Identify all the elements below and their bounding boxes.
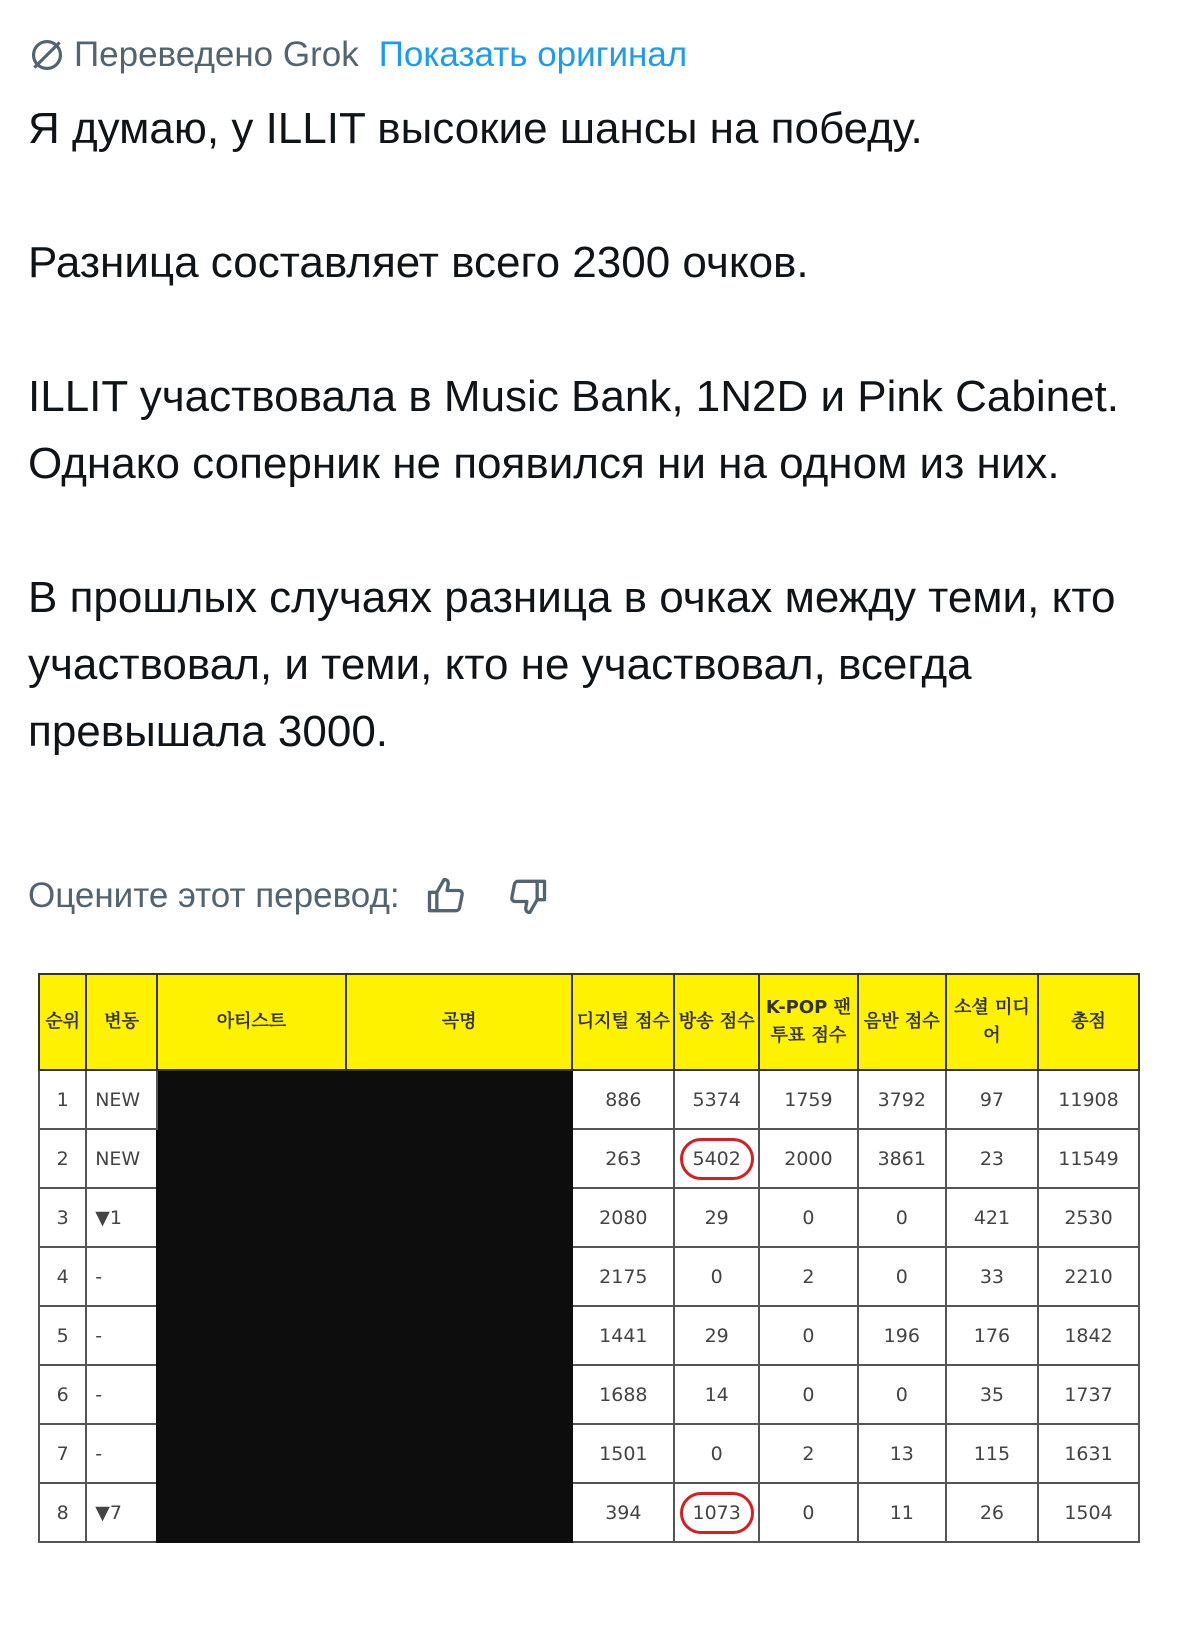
table-header-row bbox=[39, 974, 1139, 1070]
change-cell: ▼1 bbox=[86, 1188, 157, 1247]
rank-cell: 3 bbox=[39, 1188, 86, 1247]
broadcast-cell bbox=[674, 1483, 759, 1542]
header-total: 총점 bbox=[1038, 974, 1139, 1070]
translation-bar bbox=[28, 30, 687, 80]
kpop-vote-cell: 0 bbox=[759, 1188, 858, 1247]
total-cell: 1842 bbox=[1038, 1306, 1139, 1365]
album-cell: 11 bbox=[858, 1483, 946, 1542]
kpop-vote-cell: 2000 bbox=[759, 1129, 858, 1188]
circled-broadcast-value: 1073 bbox=[680, 1492, 754, 1534]
header-rank: 순위 bbox=[39, 974, 86, 1070]
grok-icon bbox=[28, 36, 66, 74]
change-cell: - bbox=[86, 1247, 157, 1306]
social-cell: 176 bbox=[946, 1306, 1038, 1365]
rank-cell: 4 bbox=[39, 1247, 86, 1306]
broadcast-value: 0 bbox=[710, 1442, 723, 1465]
kpop-vote-cell: 0 bbox=[759, 1483, 858, 1542]
social-cell: 26 bbox=[946, 1483, 1038, 1542]
social-cell: 33 bbox=[946, 1247, 1038, 1306]
album-cell: 3792 bbox=[858, 1070, 946, 1129]
digital-cell: 2080 bbox=[572, 1188, 674, 1247]
total-cell: 1504 bbox=[1038, 1483, 1139, 1542]
digital-cell: 886 bbox=[572, 1070, 674, 1129]
change-cell: - bbox=[86, 1424, 157, 1483]
digital-cell: 394 bbox=[572, 1483, 674, 1542]
tweet-text: Я думаю, у ILLIT высокие шансы на победу. Разница составляет всего 2300 очков. ILLIT участвовала в Music Bank, 1N2D и Pink Cabinet. Однако соперник не появился ни на одном из них. В прошлых случаях разница в очках между теми, кто участвовал, и теми, кто не участвовал, всегда превышала 3000. bbox=[28, 104, 1119, 756]
rank-cell: 1 bbox=[39, 1070, 86, 1129]
social-cell: 115 bbox=[946, 1424, 1038, 1483]
redacted-block bbox=[157, 1070, 572, 1542]
header-album: 음반 점수 bbox=[858, 974, 946, 1070]
rank-cell: 8 bbox=[39, 1483, 86, 1542]
album-cell: 0 bbox=[858, 1188, 946, 1247]
music-chart-table bbox=[38, 973, 1140, 1543]
circled-broadcast-value: 5402 bbox=[680, 1138, 754, 1180]
kpop-vote-cell: 2 bbox=[759, 1424, 858, 1483]
change-cell: ▼7 bbox=[86, 1483, 157, 1542]
broadcast-value: 29 bbox=[704, 1206, 729, 1229]
album-cell: 196 bbox=[858, 1306, 946, 1365]
kpop-vote-cell: 2 bbox=[759, 1247, 858, 1306]
translated-by-label: Переведено Grok bbox=[74, 35, 359, 74]
change-cell: - bbox=[86, 1306, 157, 1365]
kpop-vote-cell: 0 bbox=[759, 1365, 858, 1424]
album-cell: 0 bbox=[858, 1365, 946, 1424]
broadcast-cell bbox=[674, 1070, 759, 1129]
rate-translation bbox=[28, 868, 550, 924]
broadcast-cell bbox=[674, 1247, 759, 1306]
attached-image[interactable] bbox=[38, 973, 1140, 1543]
broadcast-value: 14 bbox=[704, 1383, 729, 1406]
change-cell: - bbox=[86, 1365, 157, 1424]
total-cell: 11549 bbox=[1038, 1129, 1139, 1188]
rank-cell: 7 bbox=[39, 1424, 86, 1483]
social-cell: 421 bbox=[946, 1188, 1038, 1247]
show-original-link[interactable]: Показать оригинал bbox=[378, 35, 688, 74]
broadcast-value: 5374 bbox=[692, 1088, 741, 1111]
digital-cell: 1688 bbox=[572, 1365, 674, 1424]
social-cell: 23 bbox=[946, 1129, 1038, 1188]
kpop-vote-cell: 1759 bbox=[759, 1070, 858, 1129]
broadcast-cell bbox=[674, 1306, 759, 1365]
rank-cell: 6 bbox=[39, 1365, 86, 1424]
total-cell: 11908 bbox=[1038, 1070, 1139, 1129]
thumbs-up-icon[interactable] bbox=[424, 874, 468, 918]
change-cell: NEW bbox=[86, 1129, 157, 1188]
social-cell: 35 bbox=[946, 1365, 1038, 1424]
change-cell: NEW bbox=[86, 1070, 157, 1129]
total-cell: 2210 bbox=[1038, 1247, 1139, 1306]
header-change: 변동 bbox=[86, 974, 157, 1070]
table-row bbox=[39, 1070, 1139, 1129]
album-cell: 13 bbox=[858, 1424, 946, 1483]
album-cell: 0 bbox=[858, 1247, 946, 1306]
header-digital: 디지털 점수 bbox=[572, 974, 674, 1070]
broadcast-value: 0 bbox=[710, 1265, 723, 1288]
broadcast-cell bbox=[674, 1365, 759, 1424]
digital-cell: 2175 bbox=[572, 1247, 674, 1306]
broadcast-value: 29 bbox=[704, 1324, 729, 1347]
thumbs-down-icon[interactable] bbox=[506, 874, 550, 918]
header-social: 소셜 미디어 bbox=[946, 974, 1038, 1070]
digital-cell: 263 bbox=[572, 1129, 674, 1188]
digital-cell: 1501 bbox=[572, 1424, 674, 1483]
broadcast-cell bbox=[674, 1424, 759, 1483]
rate-translation-label: Оцените этот перевод: bbox=[28, 876, 400, 915]
rank-cell: 2 bbox=[39, 1129, 86, 1188]
total-cell: 2530 bbox=[1038, 1188, 1139, 1247]
total-cell: 1631 bbox=[1038, 1424, 1139, 1483]
header-broadcast: 방송 점수 bbox=[674, 974, 759, 1070]
social-cell: 97 bbox=[946, 1070, 1038, 1129]
header-song: 곡명 bbox=[346, 974, 572, 1070]
table-body bbox=[39, 1070, 1139, 1542]
album-cell: 3861 bbox=[858, 1129, 946, 1188]
digital-cell: 1441 bbox=[572, 1306, 674, 1365]
header-kpop-vote: K-POP 팬 투표 점수 bbox=[759, 974, 858, 1070]
rank-cell: 5 bbox=[39, 1306, 86, 1365]
header-artist: 아티스트 bbox=[157, 974, 346, 1070]
kpop-vote-cell: 0 bbox=[759, 1306, 858, 1365]
broadcast-cell bbox=[674, 1188, 759, 1247]
broadcast-cell bbox=[674, 1129, 759, 1188]
total-cell: 1737 bbox=[1038, 1365, 1139, 1424]
